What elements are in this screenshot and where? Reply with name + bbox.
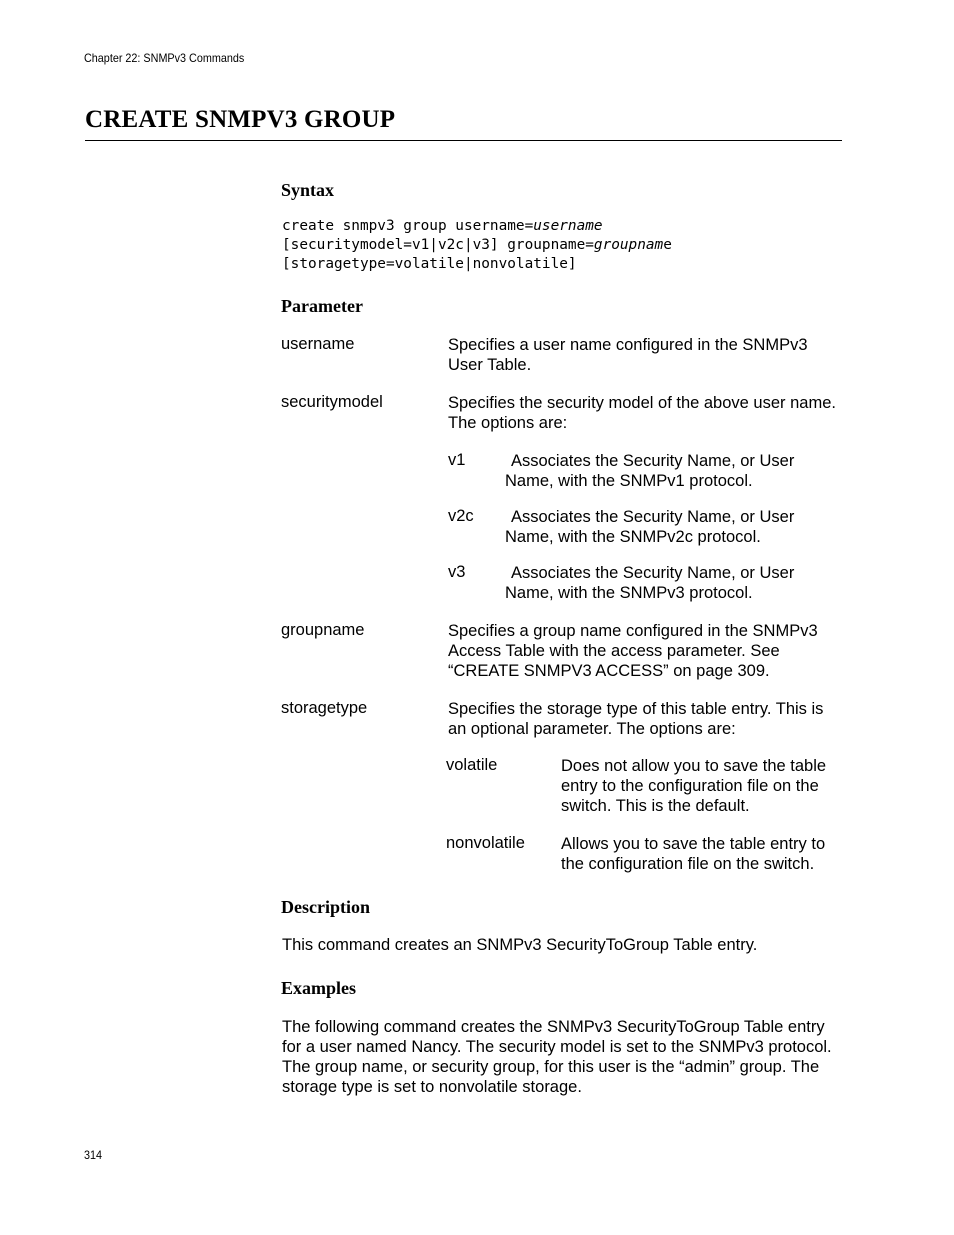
param-desc-username: Specifies a user name configured in the SNMPv3 User Table. (448, 336, 808, 374)
secmodel-option-v1-desc-2: Name, with the SNMPv1 protocol. (505, 472, 753, 490)
storagetype-option-nonvolatile-desc: Allows you to save the table entry to the configuration file on the switch. (561, 835, 826, 873)
param-term-storagetype: storagetype (281, 699, 368, 717)
secmodel-option-v3-desc-1: Associates the Security Name, or User (511, 564, 795, 582)
secmodel-option-v3: v3 (448, 563, 466, 581)
syntax-groupname-var: groupnam (593, 237, 664, 253)
page-number: 314 (84, 1148, 103, 1162)
storagetype-option-volatile: volatile (446, 756, 498, 774)
syntax-line-2 (282, 236, 672, 255)
secmodel-option-v1: v1 (448, 451, 466, 469)
secmodel-option-v2c-desc-1: Associates the Security Name, or User (511, 508, 795, 526)
param-term-username: username (281, 335, 355, 353)
syntax-line-3: [storagetype=volatile|nonvolatile] (282, 256, 577, 272)
secmodel-option-v1-desc-1: Associates the Security Name, or User (511, 452, 795, 470)
syntax-line-1-prefix: create snmpv3 group username= (282, 218, 534, 234)
param-term-securitymodel: securitymodel (281, 393, 383, 411)
description-text: This command creates an SNMPv3 SecurityToGroup Table entry. (282, 936, 758, 954)
examples-heading: Examples (281, 978, 357, 998)
param-desc-groupname: Specifies a group name configured in the SNMPv3 Access Table with the access parameter. See “CREATE SNMPV3 ACCESS” on page 309. (448, 622, 818, 680)
secmodel-option-v2c: v2c (448, 507, 474, 525)
syntax-line-1 (282, 217, 603, 236)
secmodel-option-v2c-desc-2: Name, with the SNMPv2c protocol. (505, 528, 761, 546)
description-heading: Description (281, 897, 370, 917)
syntax-line-2-suffix: e (663, 237, 672, 253)
storagetype-option-volatile-desc: Does not allow you to save the table entry to the configuration file on the switch. This is the default. (561, 757, 827, 815)
parameter-heading: Parameter (281, 296, 363, 316)
param-desc-securitymodel: Specifies the security model of the above user name. The options are: (448, 394, 836, 432)
examples-text: The following command creates the SNMPv3 SecurityToGroup Table entry for a user named Nancy. The security model is set to the SNMPv3 protocol. The group name, or security group, for this user is the “admin” group. The storage type is set to nonvolatile storage. (282, 1018, 832, 1096)
page-title: CREATE SNMPV3 GROUP (85, 106, 396, 133)
syntax-heading: Syntax (281, 180, 335, 200)
param-desc-storagetype: Specifies the storage type of this table entry. This is an optional parameter. The options are: (448, 700, 824, 738)
storagetype-option-nonvolatile: nonvolatile (446, 834, 525, 852)
param-term-groupname: groupname (281, 621, 365, 639)
secmodel-option-v3-desc-2: Name, with the SNMPv3 protocol. (505, 584, 753, 602)
syntax-username-var: username (533, 218, 603, 234)
syntax-line-2-prefix: [securitymodel=v1|v2c|v3] groupname= (282, 237, 594, 253)
running-header: Chapter 22: SNMPv3 Commands (84, 51, 245, 65)
title-rule (85, 140, 842, 141)
